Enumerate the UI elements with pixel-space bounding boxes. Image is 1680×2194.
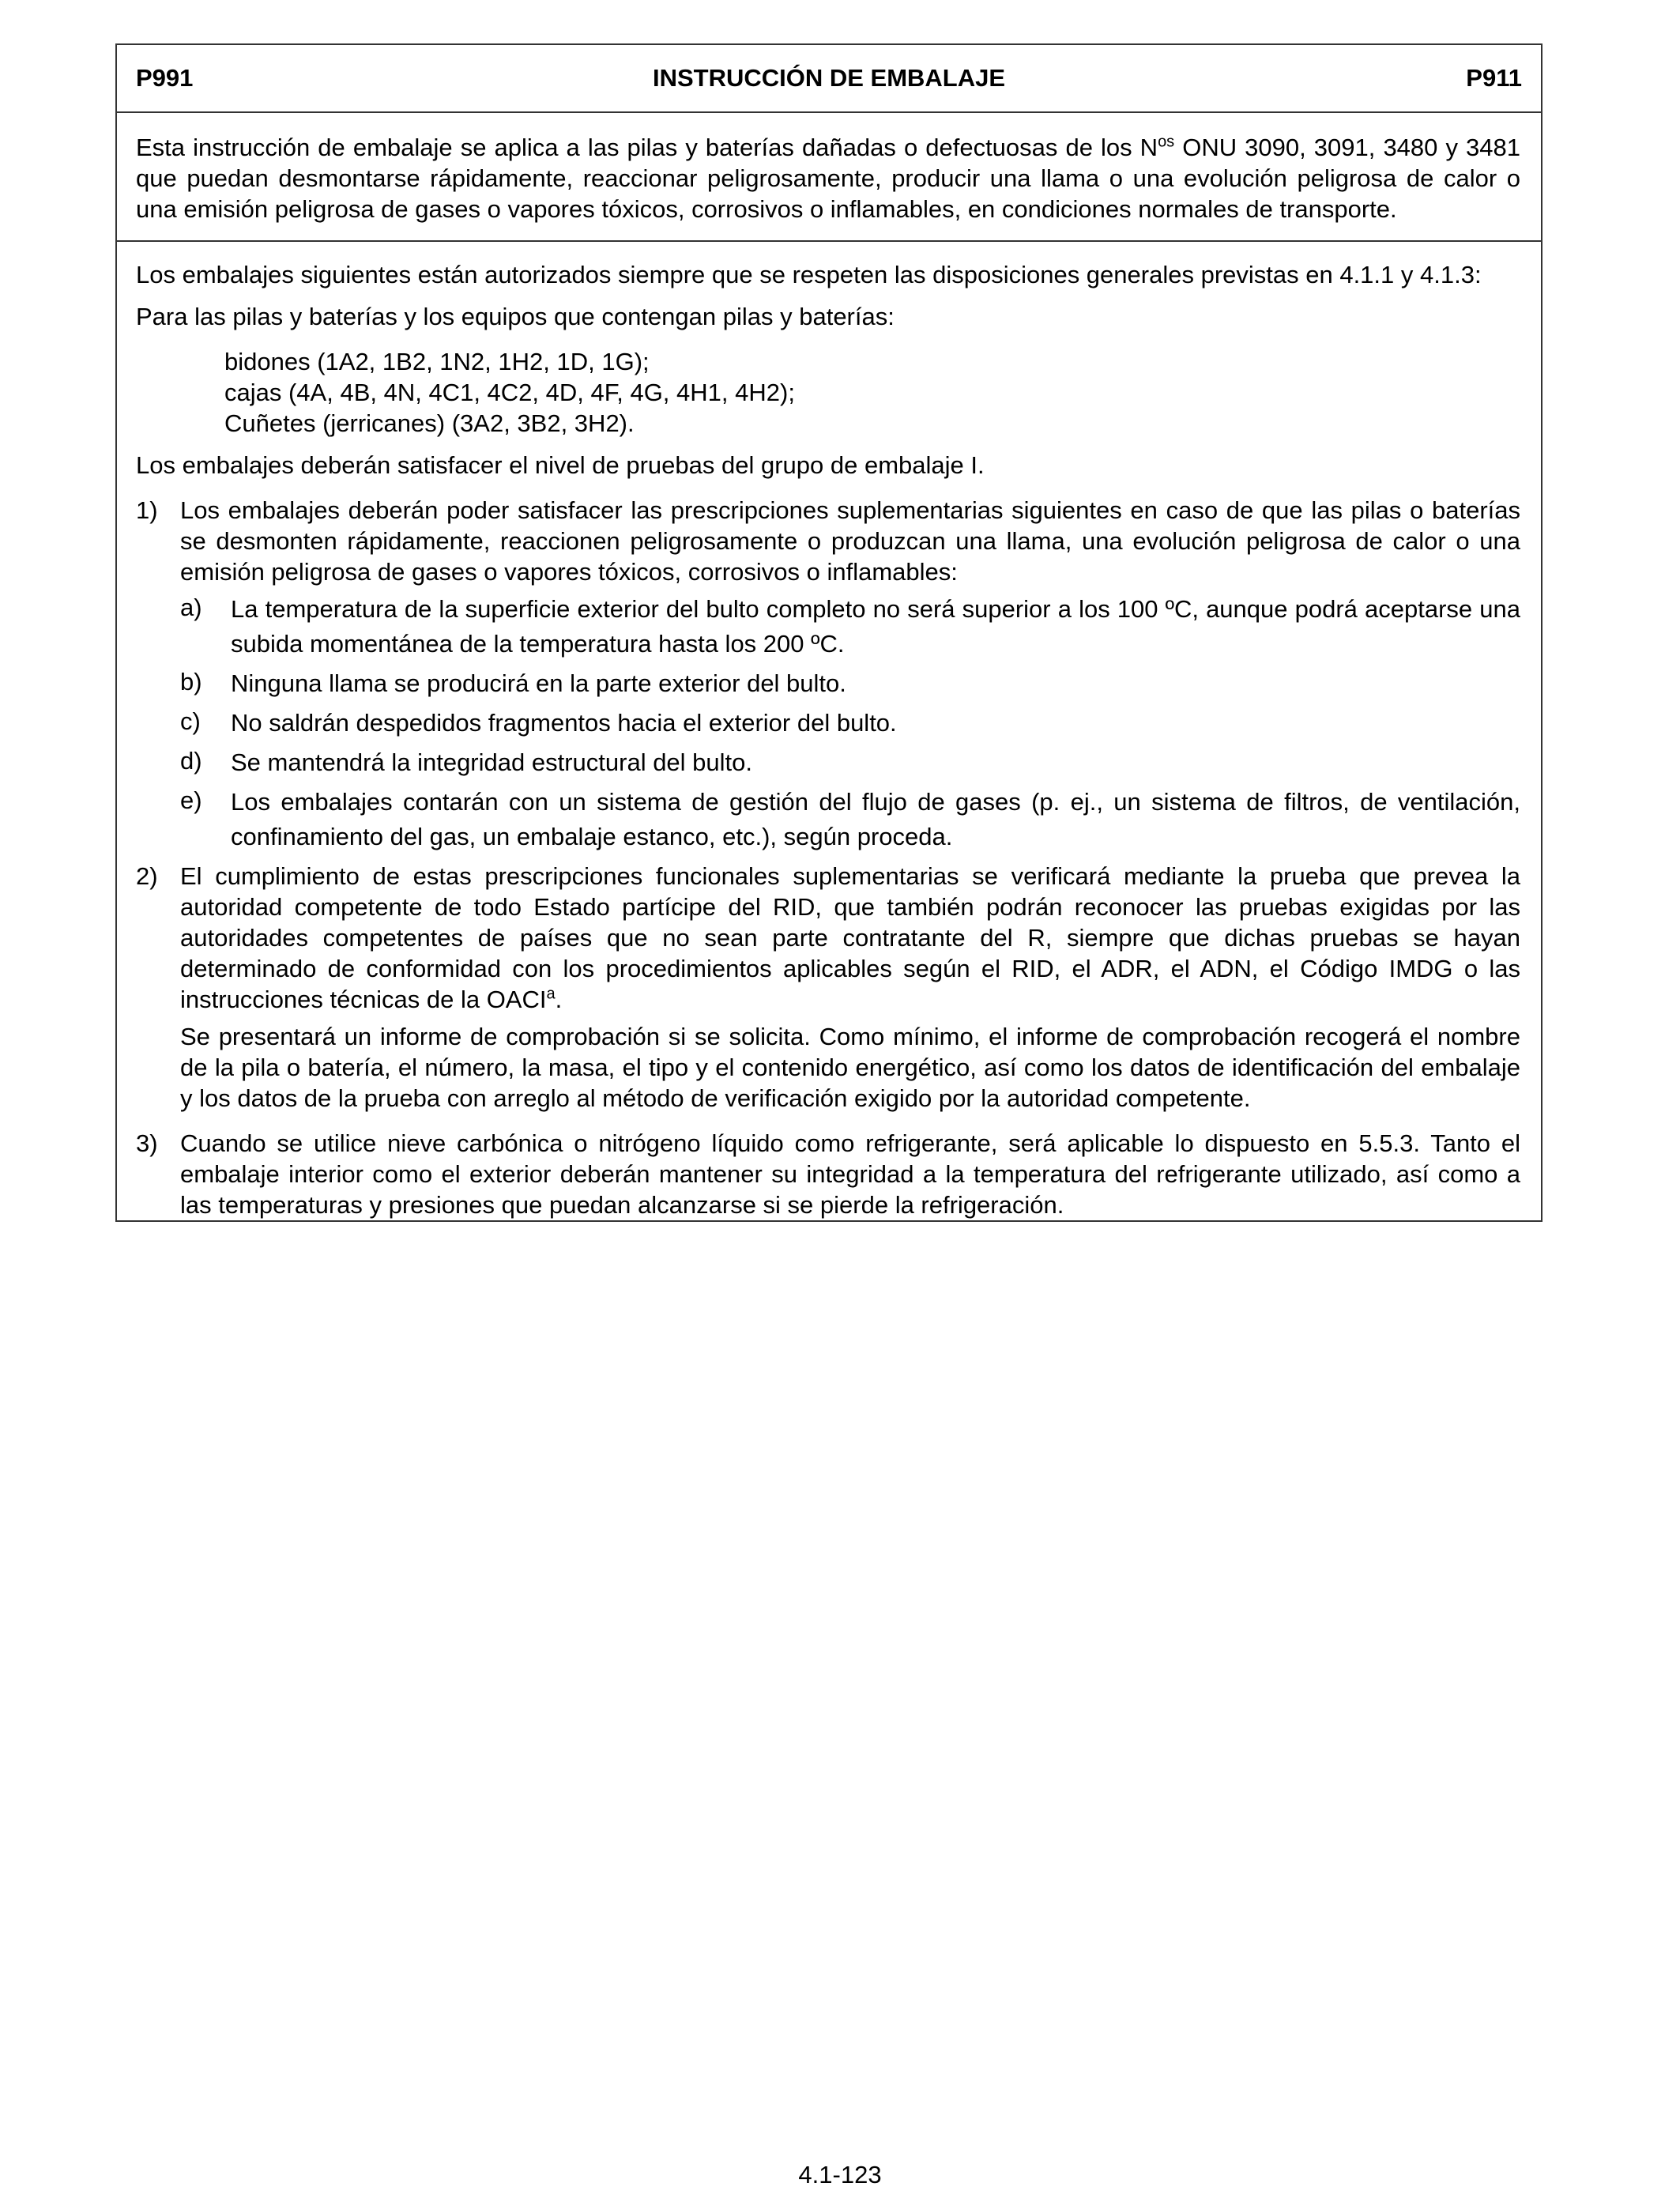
sub-item-a bbox=[180, 592, 1520, 662]
item-number: 3) bbox=[136, 1129, 158, 1157]
footnote-marker: a bbox=[546, 985, 556, 1003]
header-right-code: P911 bbox=[1466, 64, 1522, 92]
list-item: bidones (1A2, 1B2, 1N2, 1H2, 1D, 1G); bbox=[224, 348, 650, 375]
sub-item-letter: e) bbox=[180, 786, 202, 814]
list-item: cajas (4A, 4B, 4N, 4C1, 4C2, 4D, 4F, 4G, 4H1, 4H2); bbox=[224, 379, 795, 406]
packing-group-paragraph: Los embalajes deberán satisfacer el nivel de pruebas del grupo de embalaje I. bbox=[136, 451, 985, 479]
sub-item-text: Se mantendrá la integridad estructural del bulto. bbox=[231, 748, 753, 776]
page-number: 4.1-123 bbox=[798, 2161, 882, 2188]
batteries-paragraph: Para las pilas y baterías y los equipos que contengan pilas y baterías: bbox=[136, 303, 895, 330]
table-header bbox=[117, 45, 1541, 113]
sub-item-text: No saldrán despedidos fragmentos hacia el exterior del bulto. bbox=[231, 709, 897, 737]
sub-item-text: La temperatura de la superficie exterior del bulto completo no será superior a los 100 ºC, aunque podrá aceptarse una subida momentánea de la temperatura hasta los 200 ºC. bbox=[231, 595, 1520, 658]
sub-item-text: Ninguna llama se producirá en la parte exterior del bulto. bbox=[231, 669, 846, 697]
sub-item-letter: b) bbox=[180, 668, 202, 696]
list-item: Cuñetes (jerricanes) (3A2, 3B2, 3H2). bbox=[224, 409, 635, 437]
sub-item-letter: c) bbox=[180, 707, 201, 735]
item-text: Los embalajes deberán poder satisfacer las prescripciones suplementarias siguientes en caso de que las pilas o baterías se desmonten rápidamente, reaccionen peligrosamente o produzcan una llama, una evolución peligrosa de calor o una emisión peligrosa de gases o vapores tóxicos, corrosivos o inflamables: bbox=[180, 496, 1520, 586]
sub-item-b bbox=[180, 666, 1520, 701]
item-number: 2) bbox=[136, 862, 158, 890]
sub-item-e bbox=[180, 785, 1520, 854]
sub-item-c bbox=[180, 706, 1520, 741]
sub-item-d bbox=[180, 745, 1520, 780]
item-number: 1) bbox=[136, 496, 158, 524]
packing-instruction-table bbox=[115, 43, 1543, 1222]
superscript: os bbox=[1158, 133, 1175, 151]
item-text: Cuando se utilice nieve carbónica o nitrógeno líquido como refrigerante, será aplicable lo dispuesto en 5.5.3. Tanto el embalaje interior como el exterior deberán mantener su integridad a la temperatura del refrigerante utilizado, así como a las temperaturas y presiones que puedan alcanzarse si se pierde la refrigeración. bbox=[180, 1129, 1520, 1219]
header-left-code: P991 bbox=[136, 64, 194, 92]
header-title: INSTRUCCIÓN DE EMBALAJE bbox=[652, 64, 1006, 92]
sub-item-letter: a) bbox=[180, 594, 202, 621]
item-text-2: Se presentará un informe de comprobación si se solicita. Como mínimo, el informe de comprobación recogerá el nombre de la pila o batería, el número, la masa, el tipo y el contenido energético, así como los datos de identificación del embalaje y los datos de la prueba con arreglo al método de verificación exigido por la autoridad competente. bbox=[180, 1023, 1520, 1112]
scope-paragraph: Esta instrucción de embalaje se aplica a las pilas y baterías dañadas o defectuosas de los $N^{os}$ ONU 3090, 3091, 3480 y 3481 que puedan desmontarse rápidamente, reaccionar peligrosamente, producir una llama o una evolución peligrosa de calor o una emisión peligrosa de gases o vapores tóxicos, corrosivos o inflamables, en condiciones normales de transporte. bbox=[136, 133, 1520, 223]
numbered-item-2 bbox=[136, 861, 1520, 1114]
numbered-item-1 bbox=[136, 495, 1520, 854]
requirements-section bbox=[117, 242, 1541, 1220]
numbered-item-3 bbox=[136, 1128, 1520, 1220]
scope-section bbox=[117, 113, 1541, 242]
sub-item-letter: d) bbox=[180, 747, 202, 775]
packaging-list bbox=[224, 346, 1520, 439]
sub-item-text: Los embalajes contarán con un sistema de gestión del flujo de gases (p. ej., un sistema de filtros, de ventilación, confinamiento del gas, un embalaje estanco, etc.), según proceda. bbox=[231, 788, 1520, 850]
authorized-packagings-paragraph: Los embalajes siguientes están autorizados siempre que se respeten las disposiciones generales previstas en 4.1.1 y 4.1.3: bbox=[136, 261, 1482, 288]
item-text: El cumplimiento de estas prescripciones funcionales suplementarias se verificará mediante la prueba que prevea la autoridad competente de todo Estado partícipe del RID, que también podrán reconocer las pruebas exigidas por las autoridades competentes de países que no sean parte contratante del R, siempre que dichas pruebas se hayan determinado de conformidad con los procedimientos aplicables según el RID, el ADR, el ADN, el Código IMDG o las instrucciones técnicas de la OACI$^a$. bbox=[180, 862, 1520, 1013]
